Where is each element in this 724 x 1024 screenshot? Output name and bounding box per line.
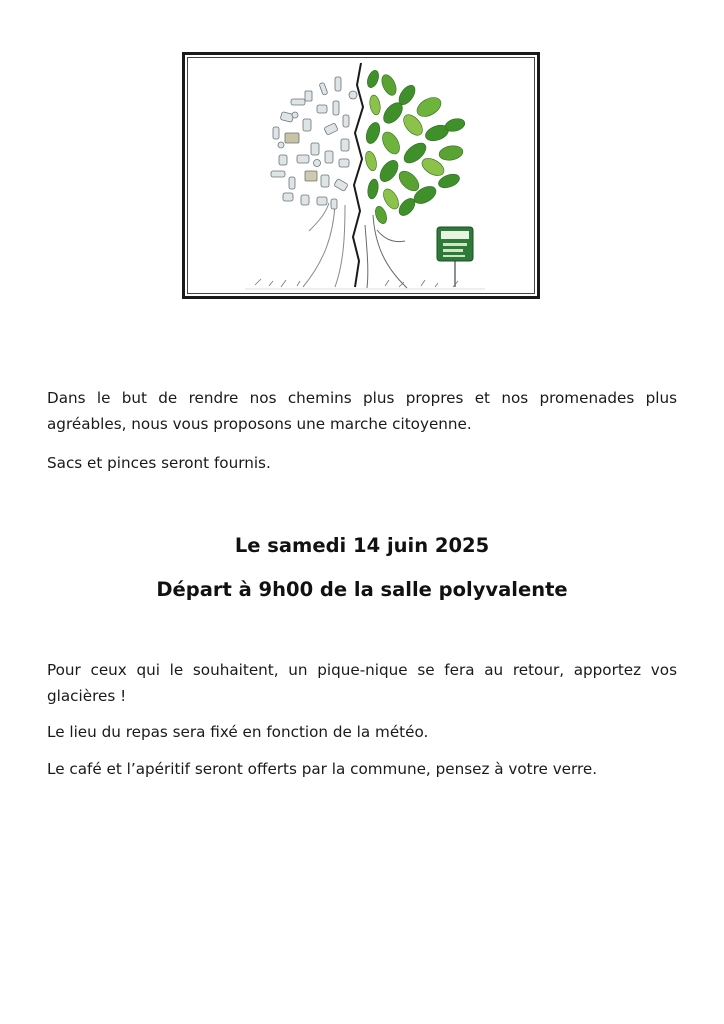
tree-half-waste-half-leaves-icon	[185, 55, 537, 296]
event-date: Le samedi 14 juin 2025	[234, 534, 490, 557]
illustration-frame	[182, 52, 540, 299]
sign-icon	[437, 227, 473, 287]
coffee-note: Le café et l’apéritif seront offerts par la commune, pensez à votre verre.	[47, 760, 598, 778]
intro-paragraph: Dans le but de rendre nos chemins plus propres et nos promenades plus agréables, nous vous proposons une marche citoyenne.	[47, 389, 677, 433]
picnic-paragraph: Pour ceux qui le souhaitent, un pique-nique se fera au retour, apportez vos glacières !	[47, 661, 677, 705]
supplies-note: Sacs et pinces seront fournis.	[47, 454, 271, 472]
meal-location-note: Le lieu du repas sera fixé en fonction de la météo.	[47, 723, 429, 741]
event-departure: Départ à 9h00 de la salle polyvalente	[156, 578, 568, 601]
